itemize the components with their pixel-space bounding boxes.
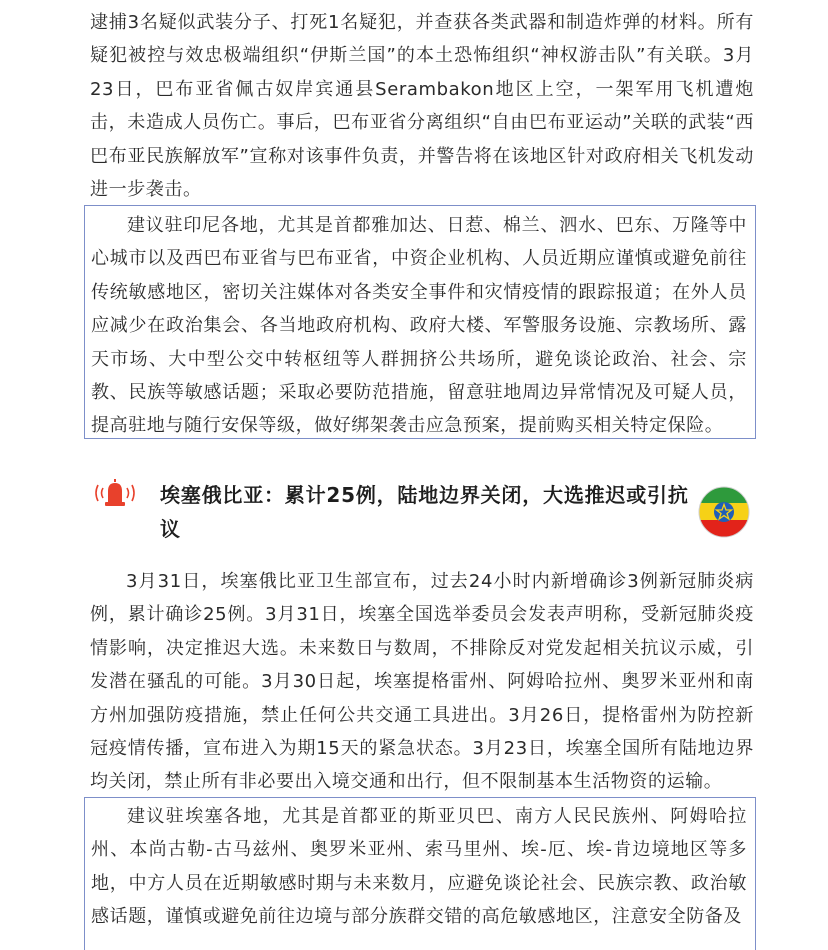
advice-text-indonesia: 建议驻印尼各地，尤其是首都雅加达、日惹、棉兰、泗水、巴东、万隆等中心城市以及西巴布亚省与巴布亚省，中资企业机构、人员近期应谨慎或避免前往传统敏感地区，密切关注媒体对各类安全事件和灾情疫情的跟踪报道；在外人员应减少在政治集会、各当地政府机构、政府大楼、军警服务设施、宗教场所、露天市场、大中型公交中转枢纽等人群拥挤公共场所，避免谈论政治、社会、宗教、民族等敏感话题；采取必要防范措施，留意驻地周边异常情况及可疑人员，提高驻地与随行安保等级，做好绑架袭击应急预案，提前购买相关特定保险。 [91, 215, 747, 437]
advice-box-indonesia [84, 205, 756, 439]
advice-text-ethiopia: 建议驻埃塞各地，尤其是首都亚的斯亚贝巴、南方人民民族州、阿姆哈拉州、本尚古勒-古马兹州、奥罗米亚州、索马里州、埃-厄、埃-肯边境地区等多地，中方人员在近期敏感时期与未来数月，应避免谈论社会、民族宗教、政治敏感话题，谨慎或避免前往边境与部分族群交错的高危敏感地区，注意安全防备及 [91, 806, 747, 928]
section-title: 埃塞俄比亚：累计25例，陆地边界关闭，大选推迟或引抗议 [160, 483, 689, 541]
advice-box-ethiopia [84, 797, 756, 950]
section-header-ethiopia [92, 478, 828, 548]
alarm-siren-icon [92, 478, 138, 508]
ethiopia-flag-icon [698, 486, 750, 538]
news-paragraph-indonesia: 逮捕3名疑似武装分子、打死1名疑犯，并查获各类武器和制造炸弹的材料。所有疑犯被控与效忠极端组织“伊斯兰国”的本土恐怖组织“神权游击队”有关联。3月23日，巴布亚省佩古奴岸宾通县Serambakon地区上空，一架军用飞机遭炮击，未造成人员伤亡。事后，巴布亚省分离组织“自由巴布亚运动”关联的武装“西巴布亚民族解放军”宣称对该事件负责，并警告将在该地区针对政府相关飞机发动进一步袭击。 [90, 12, 754, 201]
news-paragraph-ethiopia: 3月31日，埃塞俄比亚卫生部宣布，过去24小时内新增确诊3例新冠肺炎病例，累计确诊25例。3月31日，埃塞全国选举委员会发表声明称，受新冠肺炎疫情影响，决定推迟大选。未来数日与数周，不排除反对党发起相关抗议示威，引发潜在骚乱的可能。3月30日起，埃塞提格雷州、阿姆哈拉州、奥罗米亚州和南方州加强防疫措施，禁止任何公共交通工具进出。3月26日，提格雷州为防控新冠疫情传播，宣布进入为期15天的紧急状态。3月23日，埃塞全国所有陆地边界均关闭，禁止所有非必要出入境交通和出行，但不限制基本生活物资的运输。 [90, 571, 754, 793]
